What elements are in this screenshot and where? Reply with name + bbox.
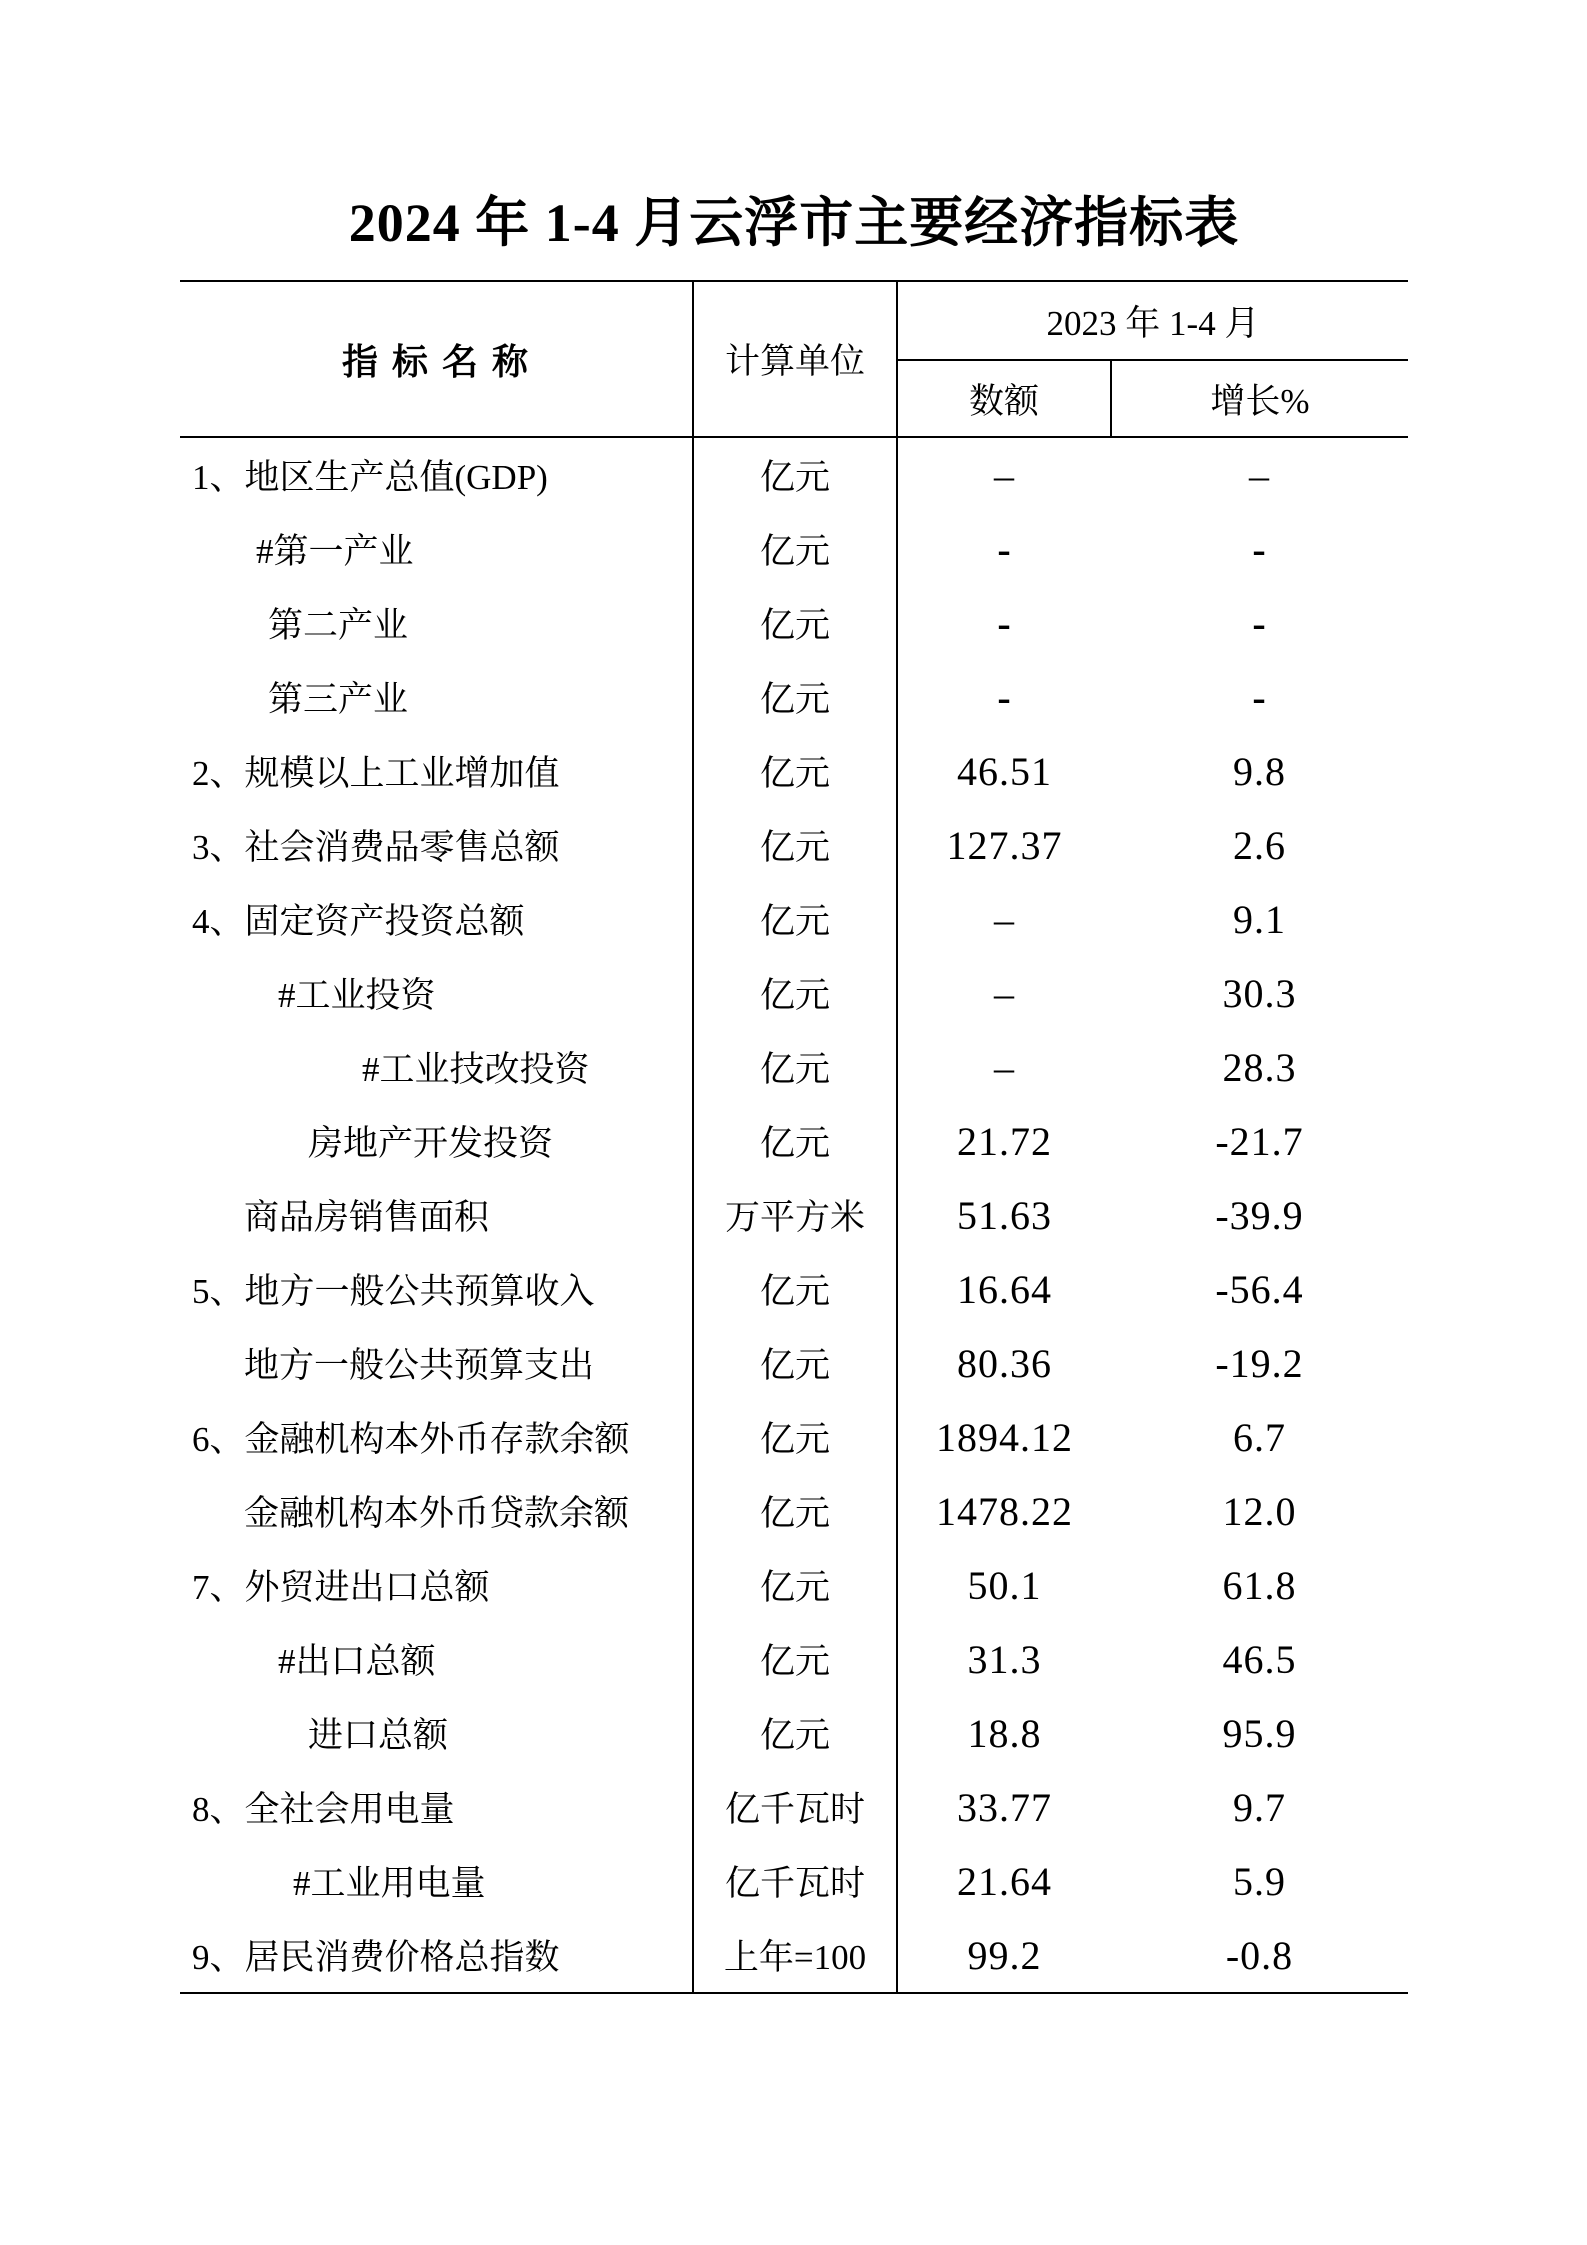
amount-cell: – [994, 970, 1015, 1016]
table-row [180, 586, 1408, 660]
indicator-name-cell: #第一产业 [180, 512, 693, 586]
header-growth: 增长% [1111, 360, 1408, 437]
table-row [180, 956, 1408, 1030]
unit-cell: 亿元 [693, 808, 897, 882]
growth-cell: 95.9 [1222, 1710, 1297, 1756]
indicator-name-cell: 8、全社会用电量 [180, 1770, 693, 1844]
unit-cell: 亿元 [693, 1622, 897, 1696]
indicator-name-cell: 房地产开发投资 [180, 1104, 693, 1178]
table-row [180, 734, 1408, 808]
amount-cell: - [997, 526, 1012, 572]
table-body [180, 437, 1408, 1993]
header-row-top [180, 281, 1408, 360]
unit-cell: 亿元 [693, 956, 897, 1030]
growth-cell: -19.2 [1215, 1340, 1304, 1386]
unit-cell: 亿元 [693, 1696, 897, 1770]
table-row [180, 1178, 1408, 1252]
growth-cell: 28.3 [1222, 1044, 1297, 1090]
unit-cell: 亿元 [693, 734, 897, 808]
unit-cell: 亿元 [693, 1326, 897, 1400]
indicator-name-cell: 2、规模以上工业增加值 [180, 734, 693, 808]
amount-cell: 18.8 [967, 1710, 1042, 1756]
unit-cell: 亿元 [693, 586, 897, 660]
page-title: 2024 年 1-4 月云浮市主要经济指标表 [348, 193, 1240, 253]
unit-cell: 亿元 [693, 512, 897, 586]
unit-cell: 亿元 [693, 437, 897, 512]
table-row [180, 1548, 1408, 1622]
amount-cell: - [997, 674, 1012, 720]
amount-cell: – [994, 896, 1015, 942]
growth-cell: -21.7 [1215, 1118, 1304, 1164]
amount-cell: 21.72 [957, 1118, 1052, 1164]
indicator-name-cell: 商品房销售面积 [180, 1178, 693, 1252]
table-row [180, 1622, 1408, 1696]
growth-cell: -0.8 [1225, 1932, 1294, 1978]
unit-cell: 亿千瓦时 [693, 1770, 897, 1844]
growth-cell: 30.3 [1222, 970, 1297, 1016]
indicator-name-cell: #出口总额 [180, 1622, 693, 1696]
indicator-name-cell: 5、地方一般公共预算收入 [180, 1252, 693, 1326]
growth-cell: - [1252, 526, 1267, 572]
unit-cell: 亿千瓦时 [693, 1844, 897, 1918]
indicator-name-cell: 第二产业 [180, 586, 693, 660]
amount-cell: 21.64 [957, 1858, 1052, 1904]
header-period: 2023 年 1-4 月 [897, 281, 1408, 360]
amount-cell: 80.36 [957, 1340, 1052, 1386]
table-header [180, 281, 1408, 437]
growth-cell: 9.7 [1233, 1784, 1286, 1830]
unit-cell: 亿元 [693, 1474, 897, 1548]
header-amount: 数额 [897, 360, 1111, 437]
amount-cell: 50.1 [967, 1562, 1042, 1608]
unit-cell: 万平方米 [693, 1178, 897, 1252]
indicator-name-cell: #工业用电量 [180, 1844, 693, 1918]
table-row [180, 1030, 1408, 1104]
growth-cell: 12.0 [1222, 1488, 1297, 1534]
table-row [180, 1696, 1408, 1770]
unit-cell: 亿元 [693, 1400, 897, 1474]
indicator-name-cell: #工业技改投资 [180, 1030, 693, 1104]
indicator-name-cell: 9、居民消费价格总指数 [180, 1918, 693, 1993]
table-row [180, 512, 1408, 586]
unit-cell: 上年=100 [693, 1918, 897, 1993]
unit-cell: 亿元 [693, 660, 897, 734]
growth-cell: - [1252, 600, 1267, 646]
header-unit: 计算单位 [693, 281, 897, 437]
amount-cell: 46.51 [957, 748, 1052, 794]
growth-cell: 2.6 [1233, 822, 1286, 868]
amount-cell: 1478.22 [936, 1488, 1073, 1534]
amount-cell: 33.77 [957, 1784, 1052, 1830]
unit-cell: 亿元 [693, 1548, 897, 1622]
table-row [180, 1252, 1408, 1326]
unit-cell: 亿元 [693, 1104, 897, 1178]
amount-cell: 16.64 [957, 1266, 1052, 1312]
table-row [180, 1474, 1408, 1548]
indicator-name-cell: 7、外贸进出口总额 [180, 1548, 693, 1622]
growth-cell: 6.7 [1233, 1414, 1286, 1460]
amount-cell: – [994, 1044, 1015, 1090]
amount-cell: 99.2 [967, 1932, 1042, 1978]
indicator-name-cell: 3、社会消费品零售总额 [180, 808, 693, 882]
amount-cell: 31.3 [967, 1636, 1042, 1682]
table-row [180, 882, 1408, 956]
table-row [180, 1918, 1408, 1993]
growth-cell: 61.8 [1222, 1562, 1297, 1608]
table-row [180, 1104, 1408, 1178]
unit-cell: 亿元 [693, 882, 897, 956]
growth-cell: – [1249, 452, 1270, 498]
table-row [180, 808, 1408, 882]
growth-cell: - [1252, 674, 1267, 720]
unit-cell: 亿元 [693, 1252, 897, 1326]
growth-cell: 9.8 [1233, 748, 1286, 794]
amount-cell: 1894.12 [936, 1414, 1073, 1460]
growth-cell: 46.5 [1222, 1636, 1297, 1682]
table-row [180, 1844, 1408, 1918]
indicator-name-cell: 地方一般公共预算支出 [180, 1326, 693, 1400]
indicator-name-cell: 第三产业 [180, 660, 693, 734]
indicators-table [180, 280, 1408, 1994]
growth-cell: 5.9 [1233, 1858, 1286, 1904]
unit-cell: 亿元 [693, 1030, 897, 1104]
table-row [180, 1326, 1408, 1400]
growth-cell: -39.9 [1215, 1192, 1304, 1238]
table-row [180, 660, 1408, 734]
growth-cell: 9.1 [1233, 896, 1286, 942]
indicator-name-cell: #工业投资 [180, 956, 693, 1030]
amount-cell: – [994, 452, 1015, 498]
amount-cell: - [997, 600, 1012, 646]
indicator-name-cell: 金融机构本外币贷款余额 [180, 1474, 693, 1548]
table-row [180, 1770, 1408, 1844]
growth-cell: -56.4 [1215, 1266, 1304, 1312]
indicator-name-cell: 1、地区生产总值(GDP) [180, 437, 693, 512]
indicator-name-cell: 进口总额 [180, 1696, 693, 1770]
table-row [180, 437, 1408, 512]
indicator-name-cell: 4、固定资产投资总额 [180, 882, 693, 956]
amount-cell: 127.37 [946, 822, 1063, 868]
header-indicator-name: 指 标 名 称 [180, 281, 693, 437]
amount-cell: 51.63 [957, 1192, 1052, 1238]
table-row [180, 1400, 1408, 1474]
indicator-name-cell: 6、金融机构本外币存款余额 [180, 1400, 693, 1474]
